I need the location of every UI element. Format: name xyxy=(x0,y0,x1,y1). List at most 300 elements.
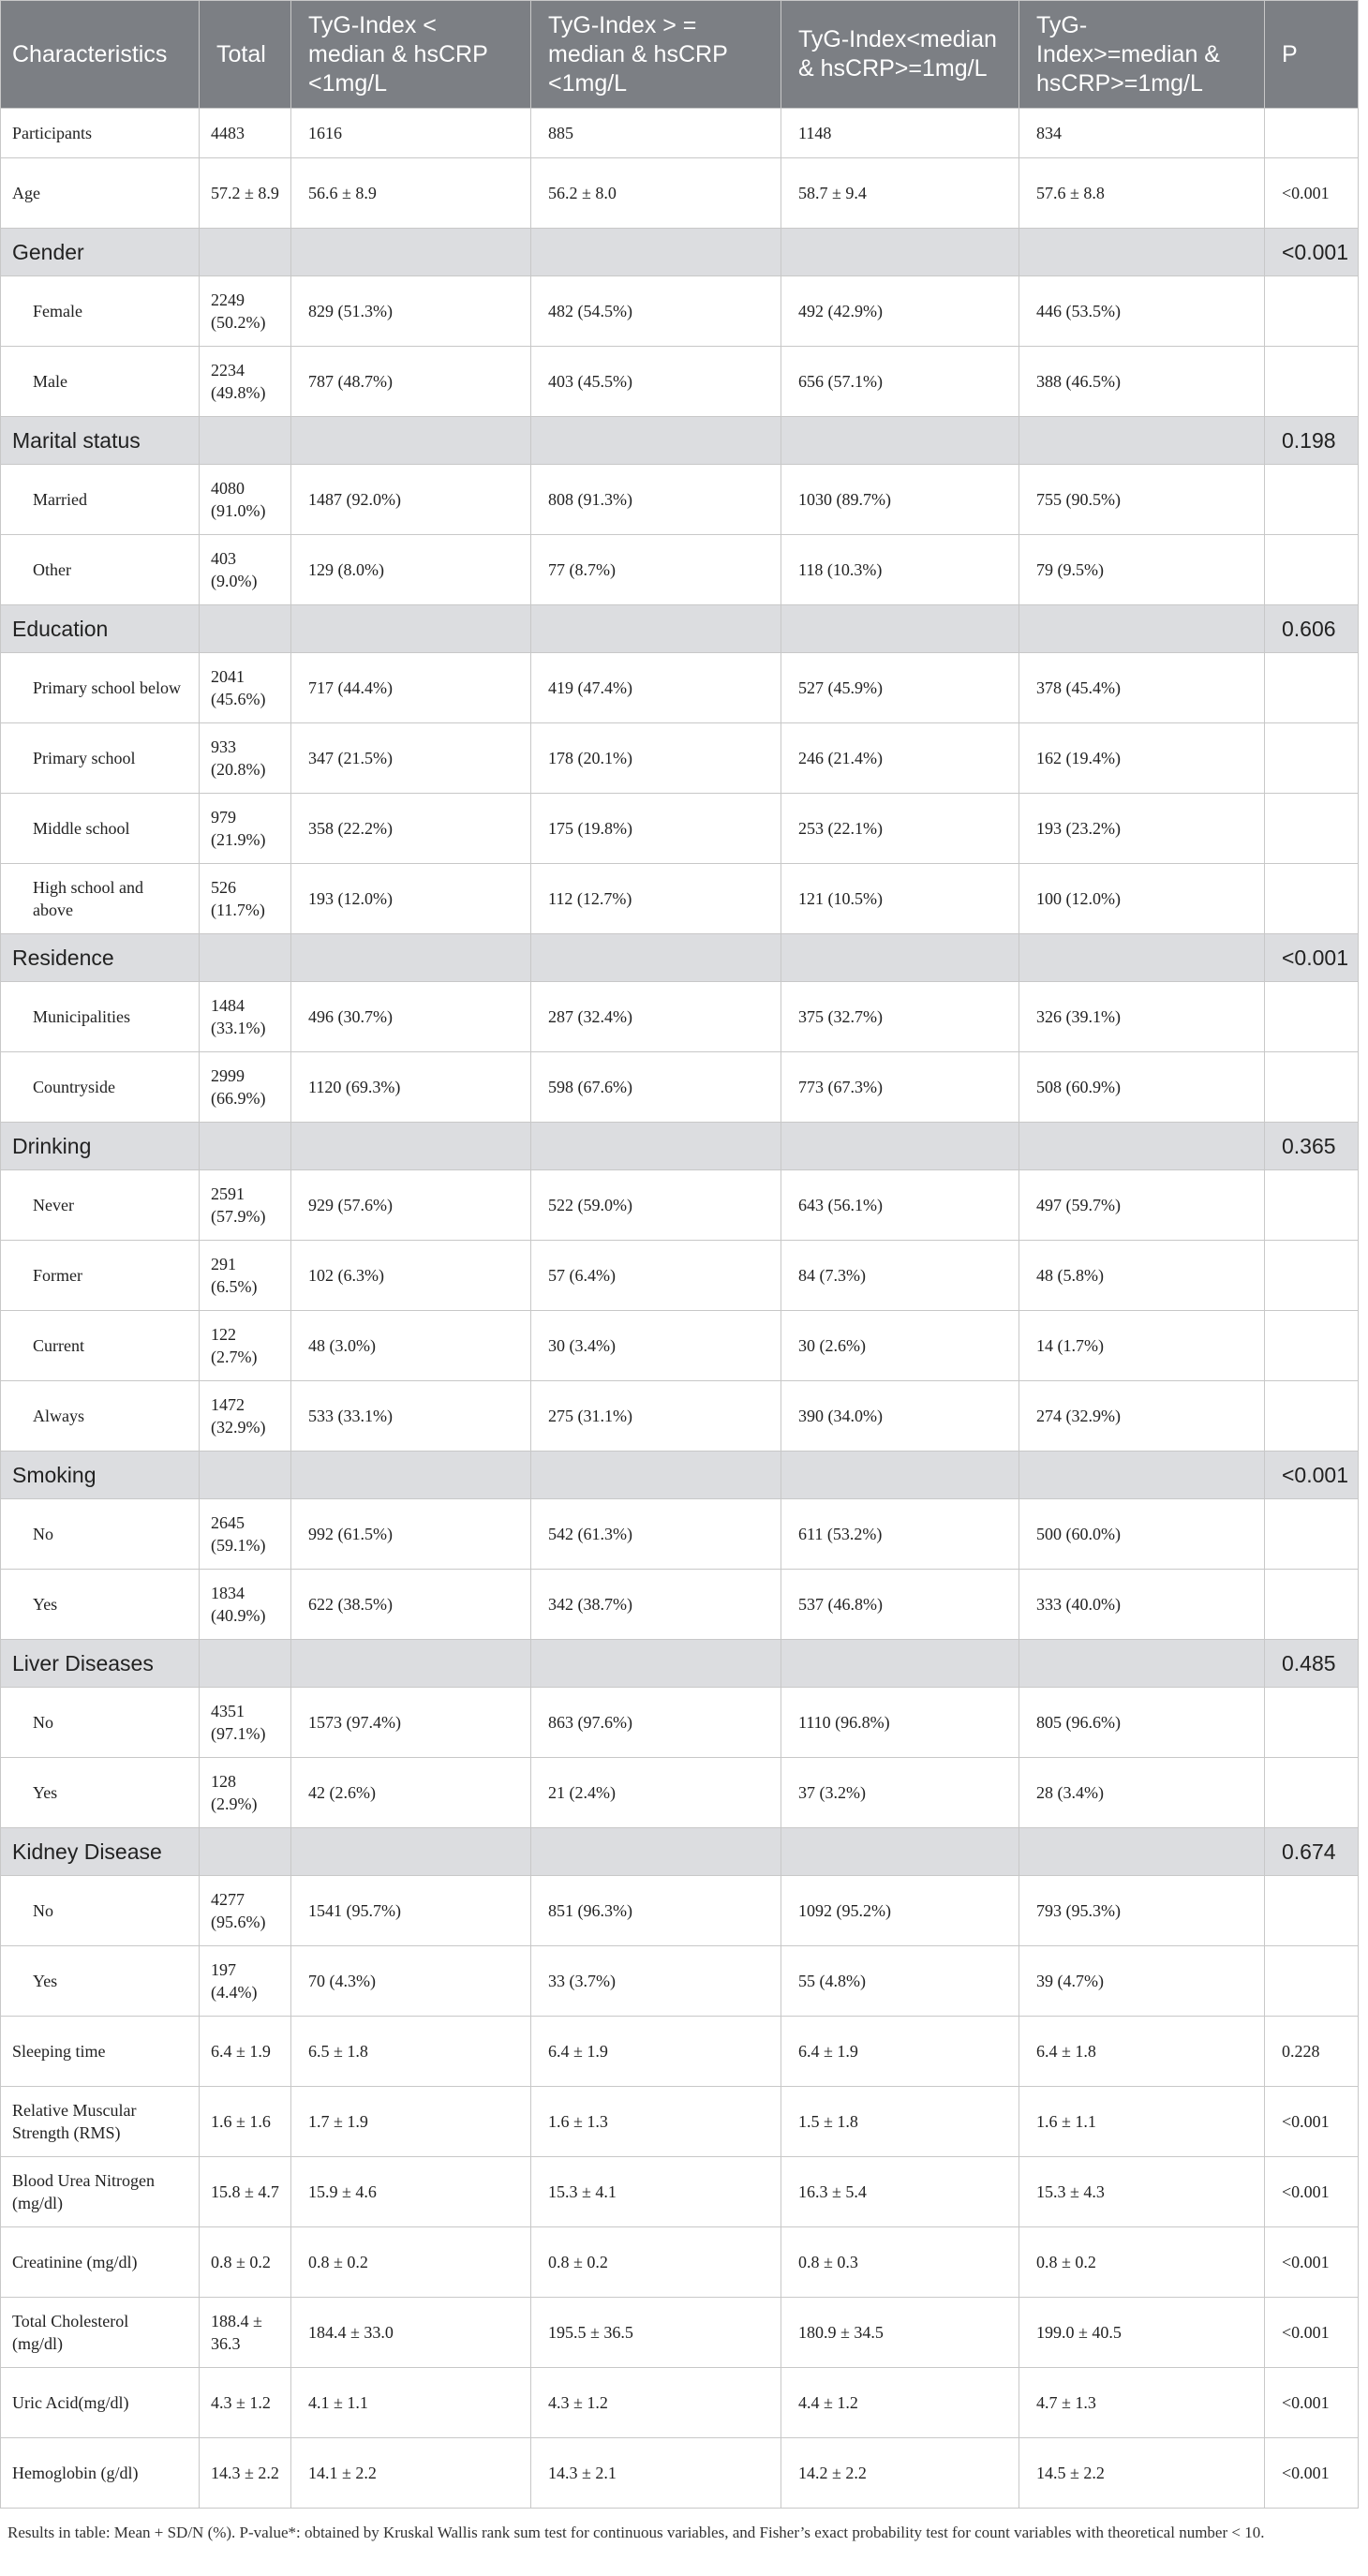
group2-cell: 275 (31.1%) xyxy=(531,1381,781,1452)
table-row xyxy=(1,2017,1359,2087)
group2-cell: 522 (59.0%) xyxy=(531,1170,781,1241)
group2-cell: 15.3 ± 4.1 xyxy=(531,2157,781,2227)
row-label: No xyxy=(1,1688,200,1758)
row-label: Other xyxy=(1,535,200,605)
row-label: No xyxy=(1,1499,200,1570)
group4-cell: 497 (59.7%) xyxy=(1019,1170,1265,1241)
group4-cell: 500 (60.0%) xyxy=(1019,1499,1265,1570)
table-row xyxy=(1,535,1359,605)
empty-cell xyxy=(781,1452,1019,1499)
total-cell: 197 (4.4%) xyxy=(200,1946,291,2017)
group3-cell: 4.4 ± 1.2 xyxy=(781,2368,1019,2438)
category-p-value: 0.365 xyxy=(1265,1123,1359,1170)
group1-cell: 717 (44.4%) xyxy=(291,653,531,723)
group4-cell: 6.4 ± 1.8 xyxy=(1019,2017,1265,2087)
group1-cell: 358 (22.2%) xyxy=(291,794,531,864)
p-value-cell xyxy=(1265,1241,1359,1311)
group2-cell: 112 (12.7%) xyxy=(531,864,781,934)
group2-cell: 56.2 ± 8.0 xyxy=(531,158,781,229)
table-row xyxy=(1,1241,1359,1311)
group3-cell: 0.8 ± 0.3 xyxy=(781,2227,1019,2298)
group1-cell: 829 (51.3%) xyxy=(291,276,531,347)
empty-cell xyxy=(1019,1452,1265,1499)
p-value-cell xyxy=(1265,723,1359,794)
table-row xyxy=(1,982,1359,1052)
total-cell: 2041 (45.6%) xyxy=(200,653,291,723)
table-row xyxy=(1,2157,1359,2227)
table-row xyxy=(1,653,1359,723)
table-row xyxy=(1,2368,1359,2438)
group2-cell: 542 (61.3%) xyxy=(531,1499,781,1570)
table-row xyxy=(1,1570,1359,1640)
empty-cell xyxy=(1019,1828,1265,1876)
header-total: Total xyxy=(200,1,291,109)
header-group2: TyG-Index > = median & hsCRP <1mg/L xyxy=(531,1,781,109)
empty-cell xyxy=(200,229,291,276)
category-label: Liver Diseases xyxy=(1,1640,200,1688)
table-row xyxy=(1,1052,1359,1123)
empty-cell xyxy=(200,934,291,982)
empty-cell xyxy=(781,934,1019,982)
table-row xyxy=(1,1876,1359,1946)
empty-cell xyxy=(291,229,531,276)
group2-cell: 885 xyxy=(531,109,781,158)
group1-cell: 193 (12.0%) xyxy=(291,864,531,934)
group4-cell: 446 (53.5%) xyxy=(1019,276,1265,347)
group1-cell: 102 (6.3%) xyxy=(291,1241,531,1311)
category-row xyxy=(1,1123,1359,1170)
table-row xyxy=(1,2438,1359,2509)
total-cell: 128 (2.9%) xyxy=(200,1758,291,1828)
group1-cell: 14.1 ± 2.2 xyxy=(291,2438,531,2509)
group4-cell: 0.8 ± 0.2 xyxy=(1019,2227,1265,2298)
total-cell: 0.8 ± 0.2 xyxy=(200,2227,291,2298)
empty-cell xyxy=(781,229,1019,276)
table-row xyxy=(1,276,1359,347)
header-characteristics: Characteristics xyxy=(1,1,200,109)
group2-cell: 808 (91.3%) xyxy=(531,465,781,535)
row-label: Primary school xyxy=(1,723,200,794)
empty-cell xyxy=(1019,934,1265,982)
p-value-cell: <0.001 xyxy=(1265,2087,1359,2157)
group1-cell: 787 (48.7%) xyxy=(291,347,531,417)
row-label: Age xyxy=(1,158,200,229)
total-cell: 15.8 ± 4.7 xyxy=(200,2157,291,2227)
total-cell: 14.3 ± 2.2 xyxy=(200,2438,291,2509)
empty-cell xyxy=(1019,417,1265,465)
p-value-cell: <0.001 xyxy=(1265,2368,1359,2438)
table-row xyxy=(1,1688,1359,1758)
empty-cell xyxy=(1019,605,1265,653)
total-cell: 979 (21.9%) xyxy=(200,794,291,864)
empty-cell xyxy=(200,1828,291,1876)
row-label: Never xyxy=(1,1170,200,1241)
p-value-cell xyxy=(1265,1311,1359,1381)
group1-cell: 992 (61.5%) xyxy=(291,1499,531,1570)
group2-cell: 4.3 ± 1.2 xyxy=(531,2368,781,2438)
empty-cell xyxy=(291,1452,531,1499)
table-row xyxy=(1,794,1359,864)
row-label: Male xyxy=(1,347,200,417)
empty-cell xyxy=(200,1123,291,1170)
group4-cell: 48 (5.8%) xyxy=(1019,1241,1265,1311)
row-label: Creatinine (mg/dl) xyxy=(1,2227,200,2298)
group3-cell: 773 (67.3%) xyxy=(781,1052,1019,1123)
group1-cell: 15.9 ± 4.6 xyxy=(291,2157,531,2227)
category-p-value: 0.485 xyxy=(1265,1640,1359,1688)
group4-cell: 388 (46.5%) xyxy=(1019,347,1265,417)
p-value-cell xyxy=(1265,1758,1359,1828)
empty-cell xyxy=(531,1452,781,1499)
group1-cell: 42 (2.6%) xyxy=(291,1758,531,1828)
p-value-cell xyxy=(1265,1570,1359,1640)
row-label: Yes xyxy=(1,1570,200,1640)
group2-cell: 77 (8.7%) xyxy=(531,535,781,605)
group3-cell: 30 (2.6%) xyxy=(781,1311,1019,1381)
p-value-cell xyxy=(1265,276,1359,347)
group2-cell: 175 (19.8%) xyxy=(531,794,781,864)
group4-cell: 4.7 ± 1.3 xyxy=(1019,2368,1265,2438)
table-row xyxy=(1,1381,1359,1452)
table-row xyxy=(1,1170,1359,1241)
category-p-value: <0.001 xyxy=(1265,229,1359,276)
group3-cell: 537 (46.8%) xyxy=(781,1570,1019,1640)
table-row xyxy=(1,465,1359,535)
group4-cell: 793 (95.3%) xyxy=(1019,1876,1265,1946)
table-row xyxy=(1,2087,1359,2157)
empty-cell xyxy=(291,934,531,982)
category-p-value: 0.198 xyxy=(1265,417,1359,465)
header-p: P xyxy=(1265,1,1359,109)
row-label: Always xyxy=(1,1381,200,1452)
p-value-cell xyxy=(1265,1381,1359,1452)
group2-cell: 57 (6.4%) xyxy=(531,1241,781,1311)
empty-cell xyxy=(200,1452,291,1499)
total-cell: 1472 (32.9%) xyxy=(200,1381,291,1452)
row-label: Primary school below xyxy=(1,653,200,723)
group3-cell: 58.7 ± 9.4 xyxy=(781,158,1019,229)
group2-cell: 287 (32.4%) xyxy=(531,982,781,1052)
total-cell: 4277 (95.6%) xyxy=(200,1876,291,1946)
empty-cell xyxy=(1019,1640,1265,1688)
group1-cell: 70 (4.3%) xyxy=(291,1946,531,2017)
group3-cell: 1092 (95.2%) xyxy=(781,1876,1019,1946)
p-value-cell xyxy=(1265,1170,1359,1241)
group3-cell: 1030 (89.7%) xyxy=(781,465,1019,535)
group2-cell: 851 (96.3%) xyxy=(531,1876,781,1946)
total-cell: 122 (2.7%) xyxy=(200,1311,291,1381)
empty-cell xyxy=(200,1640,291,1688)
total-cell: 4351 (97.1%) xyxy=(200,1688,291,1758)
row-label: Sleeping time xyxy=(1,2017,200,2087)
category-label: Kidney Disease xyxy=(1,1828,200,1876)
p-value-cell xyxy=(1265,653,1359,723)
group1-cell: 1541 (95.7%) xyxy=(291,1876,531,1946)
total-cell: 403 (9.0%) xyxy=(200,535,291,605)
group3-cell: 121 (10.5%) xyxy=(781,864,1019,934)
total-cell: 526 (11.7%) xyxy=(200,864,291,934)
p-value-cell xyxy=(1265,1499,1359,1570)
header-group4: TyG-Index>=median & hsCRP>=1mg/L xyxy=(1019,1,1265,109)
group1-cell: 1487 (92.0%) xyxy=(291,465,531,535)
group2-cell: 598 (67.6%) xyxy=(531,1052,781,1123)
total-cell: 2645 (59.1%) xyxy=(200,1499,291,1570)
category-p-value: <0.001 xyxy=(1265,1452,1359,1499)
table-body xyxy=(1,109,1359,2509)
group1-cell: 1.7 ± 1.9 xyxy=(291,2087,531,2157)
category-label: Residence xyxy=(1,934,200,982)
total-cell: 188.4 ± 36.3 xyxy=(200,2298,291,2368)
group1-cell: 6.5 ± 1.8 xyxy=(291,2017,531,2087)
empty-cell xyxy=(781,1640,1019,1688)
group1-cell: 1573 (97.4%) xyxy=(291,1688,531,1758)
row-label: Married xyxy=(1,465,200,535)
group3-cell: 55 (4.8%) xyxy=(781,1946,1019,2017)
table-row xyxy=(1,158,1359,229)
category-row xyxy=(1,934,1359,982)
row-label: Current xyxy=(1,1311,200,1381)
group2-cell: 6.4 ± 1.9 xyxy=(531,2017,781,2087)
empty-cell xyxy=(531,605,781,653)
total-cell: 291 (6.5%) xyxy=(200,1241,291,1311)
group1-cell: 1120 (69.3%) xyxy=(291,1052,531,1123)
group2-cell: 482 (54.5%) xyxy=(531,276,781,347)
row-label: High school and above xyxy=(1,864,200,934)
group2-cell: 403 (45.5%) xyxy=(531,347,781,417)
group3-cell: 643 (56.1%) xyxy=(781,1170,1019,1241)
total-cell: 1834 (40.9%) xyxy=(200,1570,291,1640)
group3-cell: 37 (3.2%) xyxy=(781,1758,1019,1828)
table-row xyxy=(1,2227,1359,2298)
group4-cell: 14 (1.7%) xyxy=(1019,1311,1265,1381)
empty-cell xyxy=(781,1123,1019,1170)
row-label: Municipalities xyxy=(1,982,200,1052)
category-label: Smoking xyxy=(1,1452,200,1499)
group1-cell: 4.1 ± 1.1 xyxy=(291,2368,531,2438)
empty-cell xyxy=(531,229,781,276)
total-cell: 6.4 ± 1.9 xyxy=(200,2017,291,2087)
group1-cell: 184.4 ± 33.0 xyxy=(291,2298,531,2368)
group4-cell: 199.0 ± 40.5 xyxy=(1019,2298,1265,2368)
group1-cell: 347 (21.5%) xyxy=(291,723,531,794)
empty-cell xyxy=(1019,1123,1265,1170)
table-row xyxy=(1,1499,1359,1570)
empty-cell xyxy=(531,934,781,982)
empty-cell xyxy=(200,417,291,465)
total-cell: 2234 (49.8%) xyxy=(200,347,291,417)
group3-cell: 375 (32.7%) xyxy=(781,982,1019,1052)
group4-cell: 805 (96.6%) xyxy=(1019,1688,1265,1758)
category-p-value: 0.606 xyxy=(1265,605,1359,653)
group4-cell: 39 (4.7%) xyxy=(1019,1946,1265,2017)
p-value-cell xyxy=(1265,109,1359,158)
group3-cell: 253 (22.1%) xyxy=(781,794,1019,864)
group1-cell: 622 (38.5%) xyxy=(291,1570,531,1640)
row-label: Yes xyxy=(1,1758,200,1828)
table-row xyxy=(1,347,1359,417)
group1-cell: 48 (3.0%) xyxy=(291,1311,531,1381)
total-cell: 2999 (66.9%) xyxy=(200,1052,291,1123)
category-p-value: 0.674 xyxy=(1265,1828,1359,1876)
p-value-cell: <0.001 xyxy=(1265,158,1359,229)
table-row xyxy=(1,2298,1359,2368)
group3-cell: 6.4 ± 1.9 xyxy=(781,2017,1019,2087)
group3-cell: 84 (7.3%) xyxy=(781,1241,1019,1311)
p-value-cell xyxy=(1265,982,1359,1052)
group2-cell: 30 (3.4%) xyxy=(531,1311,781,1381)
row-label: Total Cholesterol (mg/dl) xyxy=(1,2298,200,2368)
group1-cell: 0.8 ± 0.2 xyxy=(291,2227,531,2298)
group1-cell: 129 (8.0%) xyxy=(291,535,531,605)
group3-cell: 180.9 ± 34.5 xyxy=(781,2298,1019,2368)
row-label: No xyxy=(1,1876,200,1946)
category-row xyxy=(1,605,1359,653)
group4-cell: 1.6 ± 1.1 xyxy=(1019,2087,1265,2157)
group4-cell: 326 (39.1%) xyxy=(1019,982,1265,1052)
row-label: Relative Muscular Strength (RMS) xyxy=(1,2087,200,2157)
category-label: Gender xyxy=(1,229,200,276)
total-cell: 2249 (50.2%) xyxy=(200,276,291,347)
group2-cell: 1.6 ± 1.3 xyxy=(531,2087,781,2157)
p-value-cell xyxy=(1265,1946,1359,2017)
group2-cell: 195.5 ± 36.5 xyxy=(531,2298,781,2368)
row-label: Blood Urea Nitrogen (mg/dl) xyxy=(1,2157,200,2227)
empty-cell xyxy=(200,605,291,653)
p-value-cell xyxy=(1265,1876,1359,1946)
row-label: Participants xyxy=(1,109,200,158)
total-cell: 4080 (91.0%) xyxy=(200,465,291,535)
table-header-row xyxy=(1,1,1359,109)
group3-cell: 527 (45.9%) xyxy=(781,653,1019,723)
group3-cell: 390 (34.0%) xyxy=(781,1381,1019,1452)
category-label: Education xyxy=(1,605,200,653)
row-label: Yes xyxy=(1,1946,200,2017)
group3-cell: 118 (10.3%) xyxy=(781,535,1019,605)
p-value-cell: <0.001 xyxy=(1265,2298,1359,2368)
empty-cell xyxy=(781,605,1019,653)
empty-cell xyxy=(1019,229,1265,276)
p-value-cell xyxy=(1265,1052,1359,1123)
total-cell: 4.3 ± 1.2 xyxy=(200,2368,291,2438)
group2-cell: 33 (3.7%) xyxy=(531,1946,781,2017)
group4-cell: 162 (19.4%) xyxy=(1019,723,1265,794)
table-footnote: Results in table: Mean + SD/N (%). P-value*: obtained by Kruskal Wallis rank sum test for continuous variables, and Fisher’s exact probability test for count variables with theoretical number < 10. xyxy=(7,2524,1265,2541)
header-group1: TyG-Index < median & hsCRP <1mg/L xyxy=(291,1,531,109)
group4-cell: 14.5 ± 2.2 xyxy=(1019,2438,1265,2509)
group2-cell: 14.3 ± 2.1 xyxy=(531,2438,781,2509)
group2-cell: 863 (97.6%) xyxy=(531,1688,781,1758)
empty-cell xyxy=(291,417,531,465)
row-label: Countryside xyxy=(1,1052,200,1123)
group2-cell: 178 (20.1%) xyxy=(531,723,781,794)
p-value-cell xyxy=(1265,864,1359,934)
p-value-cell xyxy=(1265,535,1359,605)
p-value-cell: 0.228 xyxy=(1265,2017,1359,2087)
total-cell: 57.2 ± 8.9 xyxy=(200,158,291,229)
group1-cell: 496 (30.7%) xyxy=(291,982,531,1052)
group4-cell: 15.3 ± 4.3 xyxy=(1019,2157,1265,2227)
group3-cell: 656 (57.1%) xyxy=(781,347,1019,417)
table-row xyxy=(1,1311,1359,1381)
table-row xyxy=(1,109,1359,158)
category-row xyxy=(1,417,1359,465)
group3-cell: 246 (21.4%) xyxy=(781,723,1019,794)
category-label: Drinking xyxy=(1,1123,200,1170)
p-value-cell: <0.001 xyxy=(1265,2438,1359,2509)
group3-cell: 1148 xyxy=(781,109,1019,158)
group4-cell: 100 (12.0%) xyxy=(1019,864,1265,934)
group4-cell: 28 (3.4%) xyxy=(1019,1758,1265,1828)
group3-cell: 1.5 ± 1.8 xyxy=(781,2087,1019,2157)
category-row xyxy=(1,1640,1359,1688)
group3-cell: 492 (42.9%) xyxy=(781,276,1019,347)
category-row xyxy=(1,229,1359,276)
row-label: Middle school xyxy=(1,794,200,864)
empty-cell xyxy=(781,417,1019,465)
table-row xyxy=(1,1758,1359,1828)
group4-cell: 274 (32.9%) xyxy=(1019,1381,1265,1452)
group1-cell: 56.6 ± 8.9 xyxy=(291,158,531,229)
empty-cell xyxy=(531,417,781,465)
group4-cell: 57.6 ± 8.8 xyxy=(1019,158,1265,229)
empty-cell xyxy=(531,1828,781,1876)
table-row xyxy=(1,1946,1359,2017)
empty-cell xyxy=(291,605,531,653)
empty-cell xyxy=(781,1828,1019,1876)
group2-cell: 21 (2.4%) xyxy=(531,1758,781,1828)
table-row xyxy=(1,864,1359,934)
group1-cell: 533 (33.1%) xyxy=(291,1381,531,1452)
group4-cell: 79 (9.5%) xyxy=(1019,535,1265,605)
group4-cell: 508 (60.9%) xyxy=(1019,1052,1265,1123)
group3-cell: 611 (53.2%) xyxy=(781,1499,1019,1570)
group3-cell: 14.2 ± 2.2 xyxy=(781,2438,1019,2509)
header-group3: TyG-Index<median & hsCRP>=1mg/L xyxy=(781,1,1019,109)
row-label: Hemoglobin (g/dl) xyxy=(1,2438,200,2509)
group2-cell: 0.8 ± 0.2 xyxy=(531,2227,781,2298)
empty-cell xyxy=(531,1123,781,1170)
p-value-cell xyxy=(1265,1688,1359,1758)
p-value-cell xyxy=(1265,794,1359,864)
empty-cell xyxy=(291,1828,531,1876)
total-cell: 1484 (33.1%) xyxy=(200,982,291,1052)
total-cell: 933 (20.8%) xyxy=(200,723,291,794)
total-cell: 2591 (57.9%) xyxy=(200,1170,291,1241)
row-label: Female xyxy=(1,276,200,347)
group4-cell: 834 xyxy=(1019,109,1265,158)
group2-cell: 419 (47.4%) xyxy=(531,653,781,723)
total-cell: 1.6 ± 1.6 xyxy=(200,2087,291,2157)
empty-cell xyxy=(291,1123,531,1170)
category-row xyxy=(1,1452,1359,1499)
group3-cell: 16.3 ± 5.4 xyxy=(781,2157,1019,2227)
p-value-cell xyxy=(1265,465,1359,535)
empty-cell xyxy=(291,1640,531,1688)
group4-cell: 333 (40.0%) xyxy=(1019,1570,1265,1640)
empty-cell xyxy=(531,1640,781,1688)
category-row xyxy=(1,1828,1359,1876)
total-cell: 4483 xyxy=(200,109,291,158)
p-value-cell: <0.001 xyxy=(1265,2227,1359,2298)
category-label: Marital status xyxy=(1,417,200,465)
group4-cell: 193 (23.2%) xyxy=(1019,794,1265,864)
group2-cell: 342 (38.7%) xyxy=(531,1570,781,1640)
row-label: Former xyxy=(1,1241,200,1311)
p-value-cell xyxy=(1265,347,1359,417)
group4-cell: 378 (45.4%) xyxy=(1019,653,1265,723)
group3-cell: 1110 (96.8%) xyxy=(781,1688,1019,1758)
group1-cell: 1616 xyxy=(291,109,531,158)
